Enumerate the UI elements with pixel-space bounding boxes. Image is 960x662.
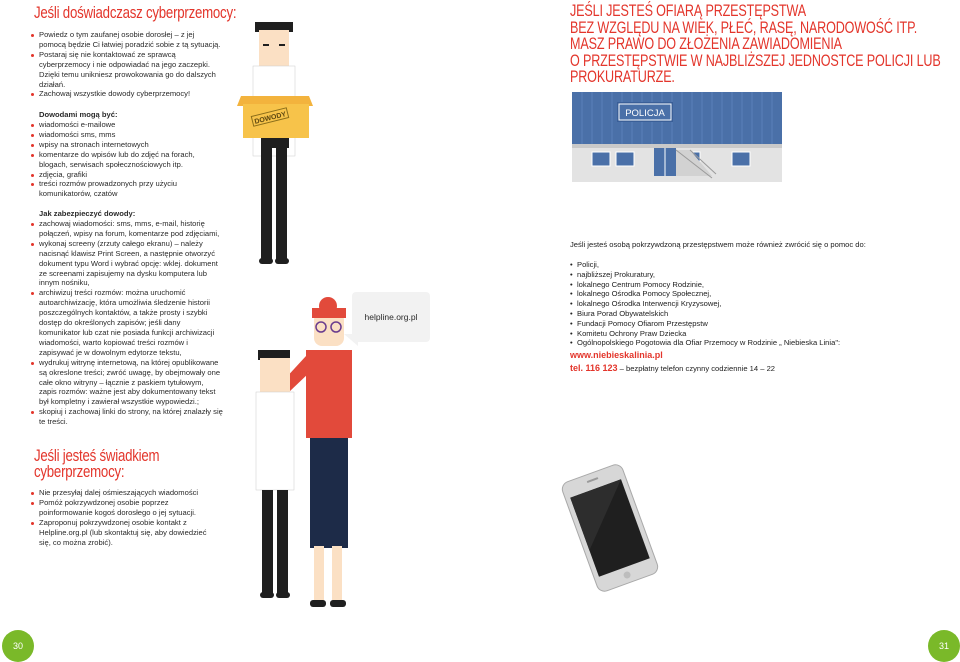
heading-line: JEŚLI JESTEŚ OFIARĄ PRZESTĘPSTWA	[570, 1, 806, 20]
page-number-left: 30	[2, 630, 34, 662]
evidence-title: Dowodami mogą być:	[39, 110, 118, 119]
list-item: • Biura Porad Obywatelskich	[570, 309, 850, 319]
bullets-witness	[31, 488, 216, 547]
police-sign: POLICJA	[625, 108, 665, 119]
list-item: Postaraj się nie kontaktować ze sprawcą cyberprzemocy i nie odpowiadać na jego zaczepki. Dzięki temu unikniesz prowokowania go do dalszych działań.	[31, 50, 221, 90]
list-item: • Fundacji Pomocy Ofiarom Przestępstw	[570, 319, 850, 329]
box-label: DOWODY	[253, 111, 287, 126]
list-item: • Ogólnopolskiego Pogotowia dla Ofiar Przemocy w Rodzinie „ Niebieska Linia":	[570, 338, 850, 348]
list-item: • lokalnego Ośrodka Interwencji Kryzysowej,	[570, 299, 850, 309]
speech-bubble	[352, 292, 430, 342]
heading-line: O PRZESTĘPSTWIE W NAJBLIŻSZEJ JEDNOSTCE POLICJI LUB	[570, 50, 941, 70]
list-item: Pomóż pokrzywdzonej osobie poprzez poinformowanie kogoś dorosłego o jej sytuacji.	[31, 498, 216, 518]
speech-bubble-text: helpline.org.pl	[364, 312, 418, 322]
help-organizations-list	[570, 260, 850, 348]
heading-witness: Jeśli jesteś świadkiem cyberprzemocy:	[34, 446, 160, 481]
bullets-victim	[31, 30, 221, 99]
list-item: wiadomości sms, mms	[31, 130, 206, 140]
list-item: • lokalnego Ośrodka Pomocy Społecznej,	[570, 289, 850, 299]
list-item: Zaproponuj pokrzywdzonej osobie kontakt z Helpline.org.pl (lub skontaktuj się, aby dowiedzieć się, co można zrobić).	[31, 518, 216, 548]
heading-line: MASZ PRAWO DO ZŁOŻENIA ZAWIADOMIENIA	[570, 34, 842, 53]
heading-block-right	[570, 3, 960, 86]
heading-victim: Jeśli doświadczasz cyberprzemocy:	[34, 3, 237, 22]
list-item: Powiedz o tym zaufanej osobie dorosłej – z jej pomocą będzie Ci łatwiej poradzić sobie z tą sytuacją.	[31, 30, 221, 50]
list-item: treści rozmów prowadzonych przy użyciu komunikatorów, czatów	[31, 179, 206, 199]
list-item: • najbliższej Prokuratury,	[570, 270, 850, 280]
list-item: • Policji,	[570, 260, 850, 270]
list-item: wykonaj screeny (zrzuty całego ekranu) – należy nacisnąć klawisz Print Screen, a następnie otworzyć dokument typu Word i wybrać opcję: wklej. dokument ze screenami zapisujemy na dysku komputera lub innym nośniku,	[31, 239, 223, 289]
list-item: • Komitetu Ochrony Praw Dziecka	[570, 329, 850, 339]
list-item: wydrukuj witrynę internetową, na której opublikowane są okreslone treści; zwróć uwagę, by obejmowały one całe okno witryny – łącznie z paskiem tytułowym, zapis rozmów: ważne jest aby dokumentowany tekst był kompletny i zawierał wszystkie wypowiedzi.;	[31, 358, 223, 408]
list-item: skopiuj i zachowaj linki do strony, na której znalazły się te treści.	[31, 407, 223, 427]
website-link[interactable]: www.niebieskalinia.pl	[570, 350, 663, 360]
phone-number[interactable]: tel. 116 123	[570, 363, 618, 373]
evidence-list	[31, 120, 206, 199]
list-item: komentarze do wpisów lub do zdjęć na forach, blogach, serwisach społecznościowych itp.	[31, 150, 206, 170]
list-item: Nie przesyłaj dalej ośmieszających wiadomości	[31, 488, 216, 498]
page-number-right: 31	[928, 630, 960, 662]
list-item: wpisy na stronach internetowych	[31, 140, 206, 150]
list-item: archiwizuj treści rozmów: można uruchomić autoarchiwizację, która umożliwia śledzenie historii poszczególnych kontaktów, a także prosty i szybki dostęp do określonych zapisów; jeśli dany komunikator lub czat nie posiada funkcji archiwizacji wiadomości, warto kopiować treści rozmów i zapisywać je w dowolnym edytorze tekstu,	[31, 288, 223, 357]
list-item: • lokalnego Centrum Pomocy Rodzinie,	[570, 280, 850, 290]
phone-line	[570, 363, 775, 373]
secure-title: Jak zabezpieczyć dowody:	[39, 209, 136, 218]
list-item: Zachowaj wszystkie dowody cyberprzemocy!	[31, 89, 221, 99]
secure-list	[31, 219, 223, 427]
heading-line: BEZ WZGLĘDU NA WIEK, PŁEĆ, RASĘ, NARODOWOŚĆ ITP.	[570, 17, 918, 37]
list-item: zdjęcia, grafiki	[31, 170, 206, 180]
heading-line: PROKURATURZE.	[570, 67, 675, 86]
smartphone-illustration	[560, 462, 660, 594]
list-item: wiadomości e-mailowe	[31, 120, 206, 130]
police-station-illustration	[572, 92, 782, 182]
list-item: zachowaj wiadomości: sms, mms, e-mail, historię połączeń, wpisy na forum, komentarze pod zdjęciami,	[31, 219, 223, 239]
intro-text: Jeśli jesteś osobą pokrzywdzoną przestępstwem może również zwrócić się o pomoc do:	[570, 240, 866, 249]
phone-note: – bezpłatny telefon czynny codziennie 14 – 22	[617, 364, 776, 373]
man-with-evidence-box-illustration	[235, 18, 315, 274]
speech-bubble-tail	[344, 334, 358, 346]
